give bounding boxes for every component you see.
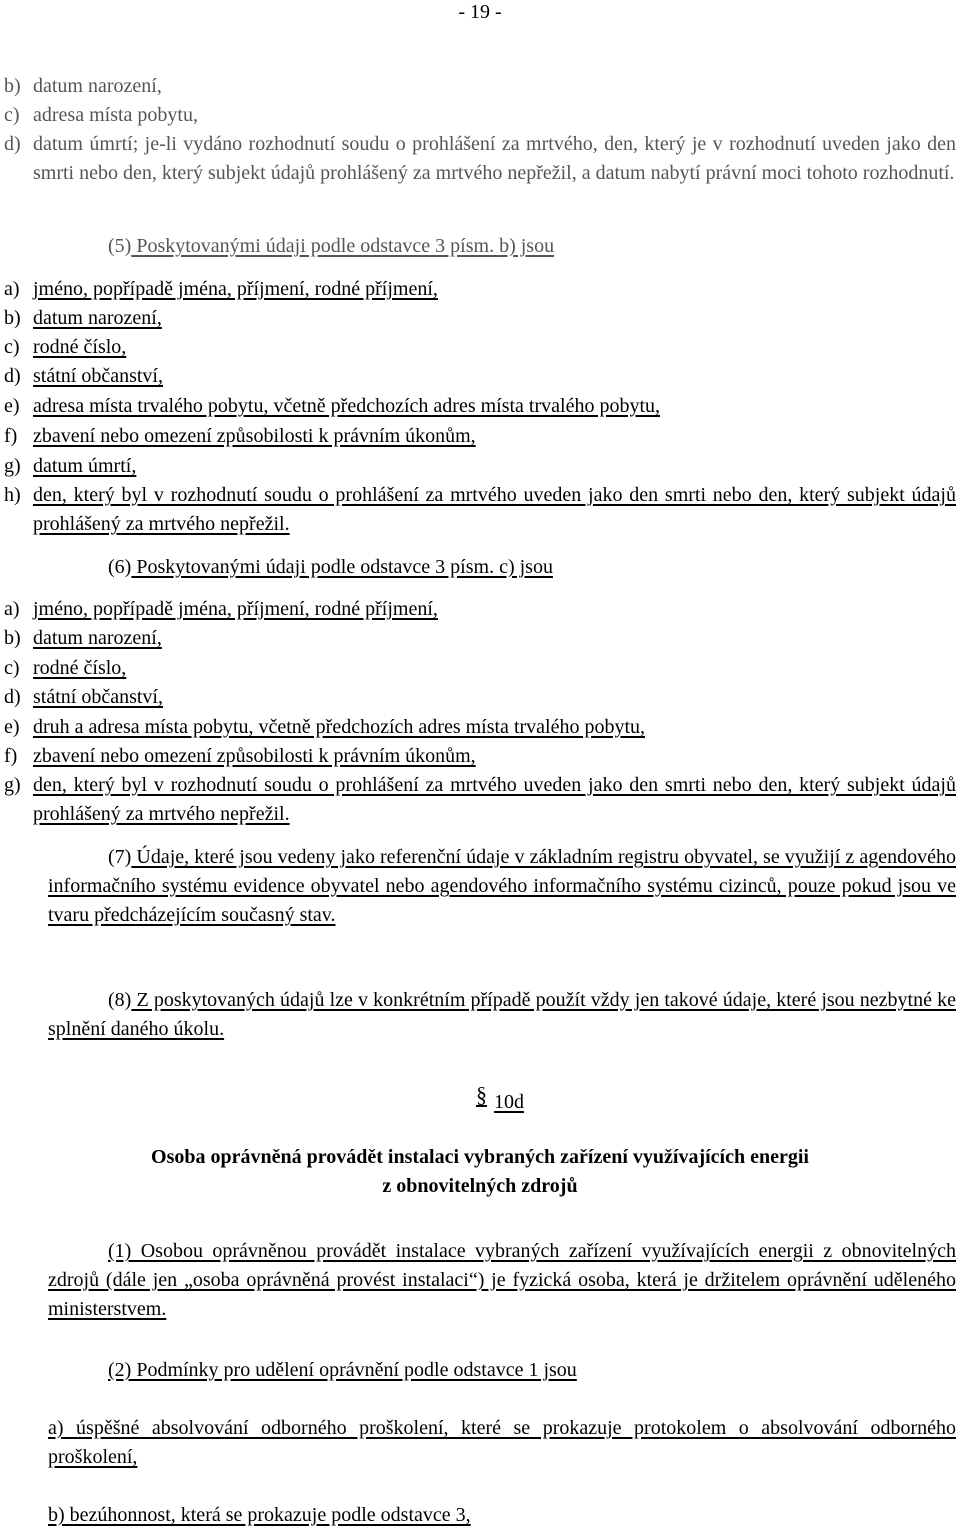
list-item [4,392,956,421]
section-paragraph-2 [108,1356,577,1385]
list-marker: b) [4,307,21,329]
list-item [4,595,956,624]
list-item [4,422,956,451]
list-text: datum narození, [33,627,162,649]
section-title-line-1: Osoba oprávněná provádět instalaci vybraných zařízení využívajících energii [151,1146,809,1168]
paragraph-7 [48,843,956,930]
list-marker: d) [4,365,21,387]
list-marker: a) [4,598,20,620]
paragraph-5-heading [108,232,554,261]
paragraph-text: (2) Podmínky pro udělení oprávnění podle odstavce 1 jsou [108,1359,577,1381]
list-marker: e) [4,395,20,417]
list-item [4,481,956,539]
paragraph-text: Z poskytovaných údajů lze v konkrétním případě použít vždy jen takové údaje, které jsou nezbytné ke splnění daného úkolu. [48,989,956,1040]
list-text: státní občanství, [33,686,163,708]
list-marker: d) [4,133,21,155]
paragraph-number: (7) [108,846,132,868]
paragraph-number: (8) [108,989,132,1011]
paragraph-6-heading [108,553,553,582]
condition-text: a) úspěšné absolvování odborného proškolení, které se prokazuje protokolem o absolvování odborného proškolení, [48,1417,956,1468]
paragraph-text: Poskytovanými údaji podle odstavce 3 písm. c) jsou [131,556,553,578]
list-text: rodné číslo, [33,336,127,358]
section-symbol: § [476,1082,487,1107]
list-item [4,771,956,829]
page-number: - 19 - [458,1,502,23]
paragraph-text: (1) Osobou oprávněnou provádět instalace vybraných zařízení využívajících energii z obnovitelných zdrojů (dále jen „osoba oprávněná provést instalaci“) je fyzická osoba, která je držitelem oprávnění uděleného ministerstvem. [48,1240,956,1320]
section-title-line-2: z obnovitelných zdrojů [382,1175,578,1197]
list-text: adresa místa trvalého pobytu, včetně předchozích adres místa trvalého pobytu, [33,395,661,417]
list-text: den, který byl v rozhodnutí soudu o prohlášení za mrtvého uveden jako den smrti nebo den, který subjekt údajů prohlášený za mrtvého nepřežil. [33,484,956,535]
list-marker: c) [4,657,20,679]
list-item [4,742,956,771]
list-text: den, který byl v rozhodnutí soudu o prohlášení za mrtvého uveden jako den smrti nebo den, který subjekt údajů prohlášený za mrtvého nepřežil. [33,774,956,825]
list-item [4,713,956,742]
list-item [4,362,956,391]
list-marker: h) [4,484,21,506]
paragraph-text: Poskytovanými údaji podle odstavce 3 písm. b) jsou [131,235,555,257]
list-text: státní občanství, [33,365,163,387]
list-marker: c) [4,336,20,358]
list-item [4,304,956,333]
list-marker: f) [4,745,18,767]
list-marker: a) [4,278,20,300]
paragraph-8 [48,986,956,1044]
condition-a [48,1414,956,1472]
list-text: rodné číslo, [33,657,127,679]
list-text: datum narození, [33,75,162,97]
section-paragraph-1 [48,1237,956,1324]
list-text: datum úmrtí; je-li vydáno rozhodnutí soudu o prohlášení za mrtvého, den, který je v rozhodnutí uveden jako den smrti nebo den, který subjekt údajů prohlášený za mrtvého nepřežil, a datum nabytí právní moci tohoto rozhodnutí. [33,133,956,184]
list-text: jméno, popřípadě jména, příjmení, rodné příjmení, [33,278,438,300]
list-marker: b) [4,75,21,97]
list-text: zbavení nebo omezení způsobilosti k právním úkonům, [33,425,476,447]
list-marker: d) [4,686,21,708]
list-item [4,101,956,130]
list-item [4,654,956,683]
list-item [4,333,956,362]
list-marker: g) [4,774,21,796]
list-text: zbavení nebo omezení způsobilosti k právním úkonům, [33,745,476,767]
list-item [4,275,956,304]
list-text: datum úmrtí, [33,455,137,477]
list-item [4,683,956,712]
list-marker: f) [4,425,18,447]
list-text: jméno, popřípadě jména, příjmení, rodné příjmení, [33,598,438,620]
paragraph-text: Údaje, které jsou vedeny jako referenční údaje v základním registru obyvatel, se využijí z agendového informačního systému evidence obyvatel nebo agendového informačního systému cizinců, pouze pokud jsou ve tvaru předcházejícím současný stav. [48,846,956,926]
list-text: adresa místa pobytu, [33,104,198,126]
list-item [4,72,956,101]
list-text: druh a adresa místa pobytu, včetně předchozích adres místa trvalého pobytu, [33,716,646,738]
list-marker: g) [4,455,21,477]
list-item [4,130,956,188]
paragraph-number: (5) [108,235,132,257]
paragraph-number: (6) [108,556,132,578]
list-text: datum narození, [33,307,162,329]
list-marker: b) [4,627,21,649]
list-item [4,452,956,481]
section-number: 10d [494,1091,524,1113]
list-marker: c) [4,104,20,126]
condition-text: b) bezúhonnost, která se prokazuje podle odstavce 3, [48,1504,471,1526]
condition-b [48,1501,471,1530]
list-marker: e) [4,716,20,738]
list-item [4,624,956,653]
